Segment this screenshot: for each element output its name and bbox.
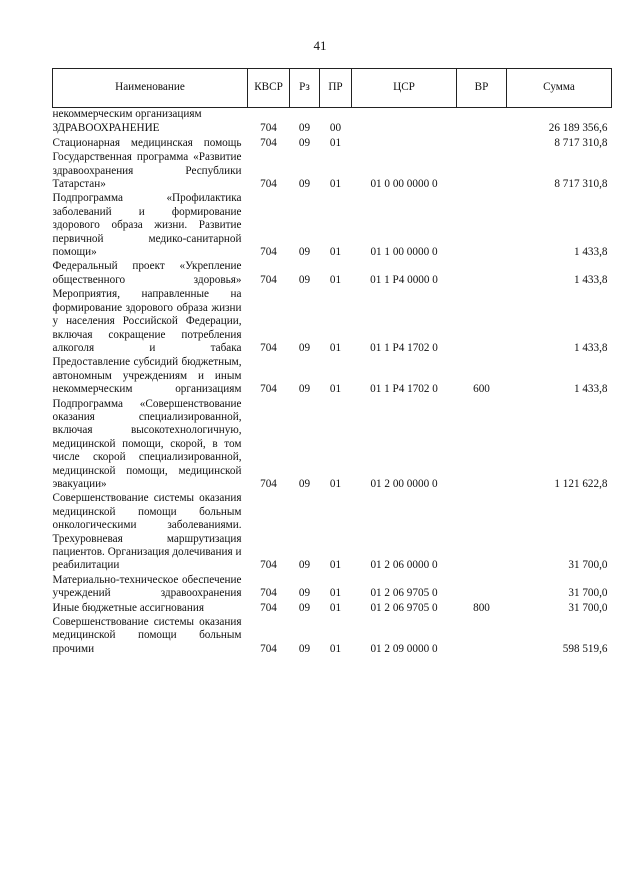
cell-name: Государственная программа «Развитие здравоохранения Республики Татарстан» xyxy=(52,151,242,191)
cell-csr xyxy=(352,122,457,136)
cell-pr: 01 xyxy=(329,246,342,259)
cell-sum: 31 700,0 xyxy=(568,601,608,614)
cell-vr: 600 xyxy=(473,383,490,396)
header-rz: Рз xyxy=(290,69,320,108)
cell-csr: 01 2 00 0000 0 xyxy=(370,477,438,490)
cell-pr: 01 xyxy=(329,601,342,614)
cell-csr xyxy=(352,108,457,123)
cell-name: Материально-техническое обеспечение учреждений здравоохранения xyxy=(52,573,242,600)
cell-kvsr: 704 xyxy=(260,383,277,396)
cell-pr: 01 xyxy=(329,477,342,490)
cell-rz: 09 xyxy=(298,341,311,354)
cell-vr xyxy=(457,122,507,136)
cell-vr xyxy=(457,151,507,192)
cell-vr xyxy=(457,398,507,493)
cell-vr xyxy=(457,192,507,260)
cell-pr: 01 xyxy=(329,136,342,149)
cell-csr: 01 2 09 0000 0 xyxy=(370,642,438,655)
cell-rz xyxy=(290,108,320,123)
cell-csr: 01 0 00 0000 0 xyxy=(370,178,438,191)
cell-rz: 09 xyxy=(298,246,311,259)
cell-rz: 09 xyxy=(298,383,311,396)
header-vr: ВР xyxy=(457,69,507,108)
header-csr: ЦСР xyxy=(352,69,457,108)
cell-csr: 01 2 06 0000 0 xyxy=(370,559,438,572)
cell-pr: 01 xyxy=(329,559,342,572)
cell-csr xyxy=(352,137,457,151)
cell-pr: 00 xyxy=(329,122,342,135)
table-row xyxy=(53,108,612,123)
cell-pr: 01 xyxy=(329,178,342,191)
cell-csr: 01 2 06 9705 0 xyxy=(370,601,438,614)
cell-name: некоммерческим организациям xyxy=(52,108,202,120)
cell-pr: 01 xyxy=(329,273,342,286)
table-row xyxy=(53,137,612,151)
cell-kvsr: 704 xyxy=(260,601,277,614)
table-row xyxy=(53,260,612,288)
cell-name: Стационарная медицинская помощь xyxy=(52,136,242,149)
cell-rz: 09 xyxy=(298,642,311,655)
cell-kvsr: 704 xyxy=(260,341,277,354)
cell-rz: 09 xyxy=(298,601,311,614)
cell-sum: 1 433,8 xyxy=(573,246,608,259)
cell-pr xyxy=(320,108,352,123)
cell-pr: 01 xyxy=(329,587,342,600)
cell-rz: 09 xyxy=(298,178,311,191)
cell-vr xyxy=(457,492,507,573)
cell-name: Совершенствование системы оказания медицинской помощи больным онкологическими заболеваниями. Трехуровневая маршрутизация пациентов. Организация долечивания и реабилитации xyxy=(52,492,242,572)
cell-sum: 31 700,0 xyxy=(568,587,608,600)
cell-sum: 26 189 356,6 xyxy=(548,122,608,135)
cell-csr: 01 1 00 0000 0 xyxy=(370,246,438,259)
table-header xyxy=(53,69,612,108)
budget-table xyxy=(52,68,612,657)
cell-csr: 01 2 06 9705 0 xyxy=(370,587,438,600)
cell-csr: 01 1 P4 1702 0 xyxy=(370,383,438,396)
cell-rz: 09 xyxy=(298,587,311,600)
cell-name: Совершенствование системы оказания медицинской помощи больным прочими xyxy=(52,616,242,655)
cell-kvsr: 704 xyxy=(260,246,277,259)
cell-pr: 01 xyxy=(329,341,342,354)
cell-sum: 1 433,8 xyxy=(573,273,608,286)
cell-name: ЗДРАВООХРАНЕНИЕ xyxy=(52,122,160,135)
cell-sum: 31 700,0 xyxy=(568,559,608,572)
cell-sum: 8 717 310,8 xyxy=(554,136,608,149)
table-row xyxy=(53,356,612,397)
cell-kvsr: 704 xyxy=(260,587,277,600)
header-name: Наименование xyxy=(53,69,248,108)
cell-name: Иные бюджетные ассигнования xyxy=(52,601,204,614)
cell-name: Подпрограмма «Совершенствование оказания специализированной, включая высокотехнологичную, медицинской помощи, скорой, в том числе скорой специализированной, медицинской помощи, медицинской эвакуации» xyxy=(52,397,242,490)
cell-rz: 09 xyxy=(298,477,311,490)
cell-sum: 1 121 622,8 xyxy=(554,477,608,490)
cell-sum xyxy=(507,108,612,123)
cell-sum: 598 519,6 xyxy=(562,642,608,655)
cell-rz: 09 xyxy=(298,559,311,572)
table-body xyxy=(53,108,612,658)
cell-vr xyxy=(457,616,507,657)
cell-vr xyxy=(457,260,507,288)
page-number: 41 xyxy=(313,38,327,53)
cell-kvsr: 704 xyxy=(260,136,277,149)
cell-vr xyxy=(457,574,507,602)
cell-vr xyxy=(457,108,507,123)
cell-pr: 01 xyxy=(329,383,342,396)
table-row xyxy=(53,398,612,493)
cell-kvsr: 704 xyxy=(260,477,277,490)
cell-kvsr: 704 xyxy=(260,273,277,286)
cell-sum: 1 433,8 xyxy=(573,383,608,396)
header-sum: Сумма xyxy=(507,69,612,108)
cell-kvsr: 704 xyxy=(260,122,277,135)
cell-vr xyxy=(457,137,507,151)
table-row xyxy=(53,616,612,657)
table-row xyxy=(53,602,612,616)
cell-rz: 09 xyxy=(298,273,311,286)
cell-vr: 800 xyxy=(473,601,490,614)
cell-kvsr: 704 xyxy=(260,642,277,655)
cell-csr: 01 1 P4 0000 0 xyxy=(370,273,438,286)
header-kvsr: КВСР xyxy=(248,69,290,108)
cell-kvsr: 704 xyxy=(260,559,277,572)
table-row xyxy=(53,288,612,356)
cell-vr xyxy=(457,288,507,356)
cell-pr: 01 xyxy=(329,642,342,655)
header-pr: ПР xyxy=(320,69,352,108)
cell-sum: 1 433,8 xyxy=(573,341,608,354)
cell-name: Подпрограмма «Профилактика заболеваний и формирование здорового образа жизни. Развитие первичной медико-санитарной помощи» xyxy=(52,192,242,259)
cell-name: Федеральный проект «Укрепление общественного здоровья» xyxy=(52,260,242,286)
cell-name: Мероприятия, направленные на формирование здорового образа жизни у населения Российской Федерации, включая сокращение потребления алкоголя и табака xyxy=(52,288,242,354)
table-row xyxy=(53,122,612,136)
cell-kvsr xyxy=(248,108,290,123)
table-row xyxy=(53,151,612,192)
cell-kvsr: 704 xyxy=(260,178,277,191)
cell-csr: 01 1 P4 1702 0 xyxy=(370,341,438,354)
cell-sum: 8 717 310,8 xyxy=(554,178,608,191)
table-row xyxy=(53,574,612,602)
table-row xyxy=(53,192,612,260)
table-row xyxy=(53,492,612,573)
cell-rz: 09 xyxy=(298,136,311,149)
cell-name: Предоставление субсидий бюджетным, автономным учреждениям и иным некоммерческим организациям xyxy=(52,356,242,396)
cell-rz: 09 xyxy=(298,122,311,135)
